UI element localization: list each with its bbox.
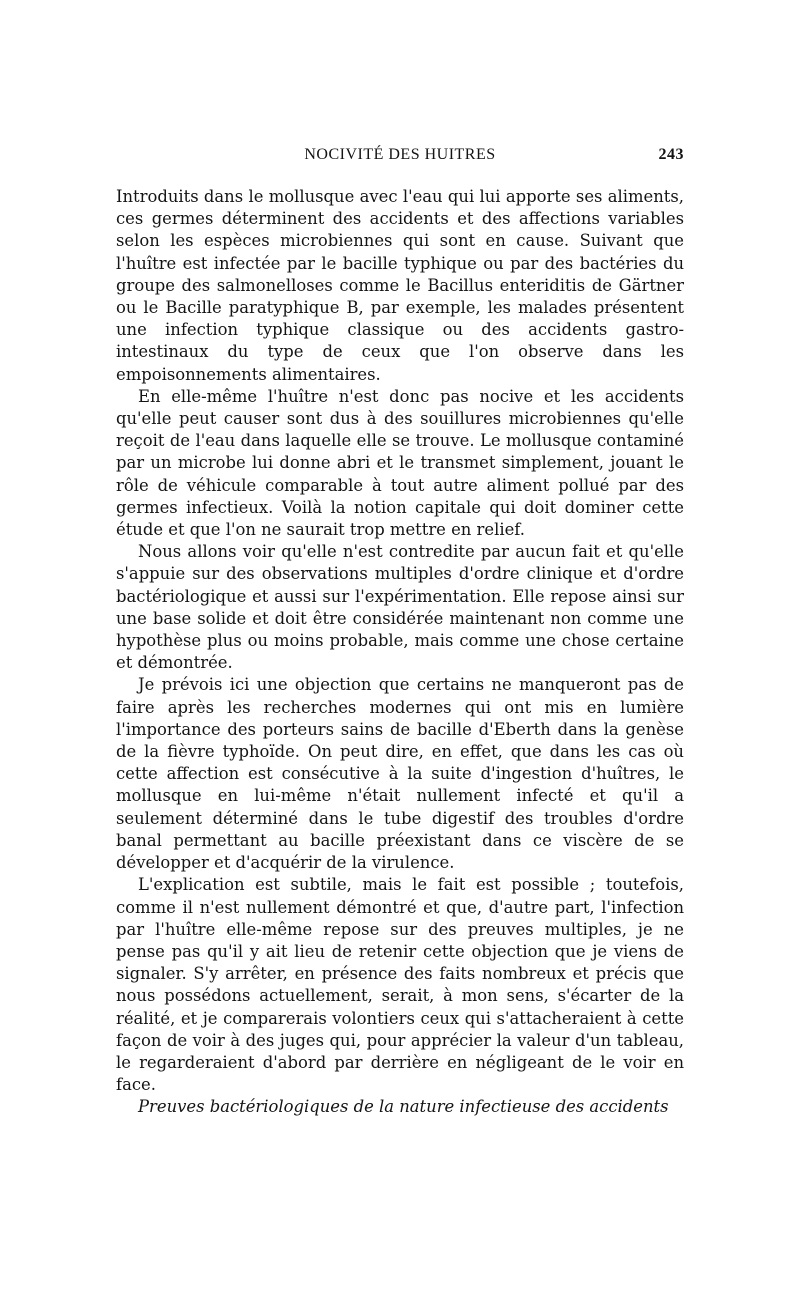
- paragraph: Je prévois ici une objection que certains ne manqueront pas de faire après les recherches modernes qui ont mis en lumière l'importance des porteurs sains de bacille d'Eberth dans la genèse de la fièvre typhoïde. On peut dire, en effet, que dans les cas où cette affection est consécutive à la suite d'ingestion d'huîtres, le mollusque en lui-même n'était nullement infecté et qu'il a seulement déterminé dans le tube digestif des troubles d'ordre banal permettant au bacille préexistant dans ce viscère de se développer et d'acquérir de la virulence.: [116, 675, 684, 873]
- page-body: [116, 186, 684, 1119]
- section-heading: Preuves bactériologiques de la nature infectieuse des accidents: [138, 1097, 669, 1117]
- paragraph: L'explication est subtile, mais le fait est possible ; toutefois, comme il n'est nullement démontré et que, d'autre part, l'infection par l'huître elle-même repose sur des preuves multiples, je ne pense pas qu'il y ait lieu de retenir cette objection que je viens de signaler. S'y arrêter, en présence des faits nombreux et précis que nous possédons actuellement, serait, à mon sens, s'écarter de la réalité, et je comparerais volontiers ceux qui s'attacheraient à cette façon de voir à des juges qui, pour apprécier la valeur d'un tableau, le regarderaient d'abord par derrière en négligeant de le voir en face.: [116, 875, 684, 1095]
- paragraph: Introduits dans le mollusque avec l'eau qui lui apporte ses aliments, ces germes déterminent des accidents et des affections variables selon les espèces microbiennes qui sont en cause. Suivant que l'huître est infectée par le bacille typhique ou par des bactéries du groupe des salmonelloses comme le Bacillus enteriditis de Gärtner ou le Bacille paratyphique B, par exemple, les malades présentent une infection typhique classique ou des accidents gastro-intestinaux du type de ceux que l'on observe dans les empoisonnements alimentaires.: [116, 187, 684, 384]
- paragraph: En elle-même l'huître n'est donc pas nocive et les accidents qu'elle peut causer sont dus à des souillures microbiennes qu'elle reçoit de l'eau dans laquelle elle se trouve. Le mollusque contaminé par un microbe lui donne abri et le transmet simplement, jouant le rôle de véhicule comparable à tout autre aliment pollué par des germes infectieux. Voilà la notion capitale qui doit dominer cette étude et que l'on ne saurait trop mettre en relief.: [116, 386, 684, 540]
- page-number: 243: [658, 146, 684, 163]
- running-title: NOCIVITÉ DES HUITRES: [304, 146, 496, 163]
- paragraph: Nous allons voir qu'elle n'est contredite par aucun fait et qu'elle s'appuie sur des observations multiples d'ordre clinique et d'ordre bactériologique et aussi sur l'expérimentation. Elle repose ainsi sur une base solide et doit être considérée maintenant non comme une hypothèse plus ou moins probable, mais comme une chose certaine et démontrée.: [116, 542, 684, 673]
